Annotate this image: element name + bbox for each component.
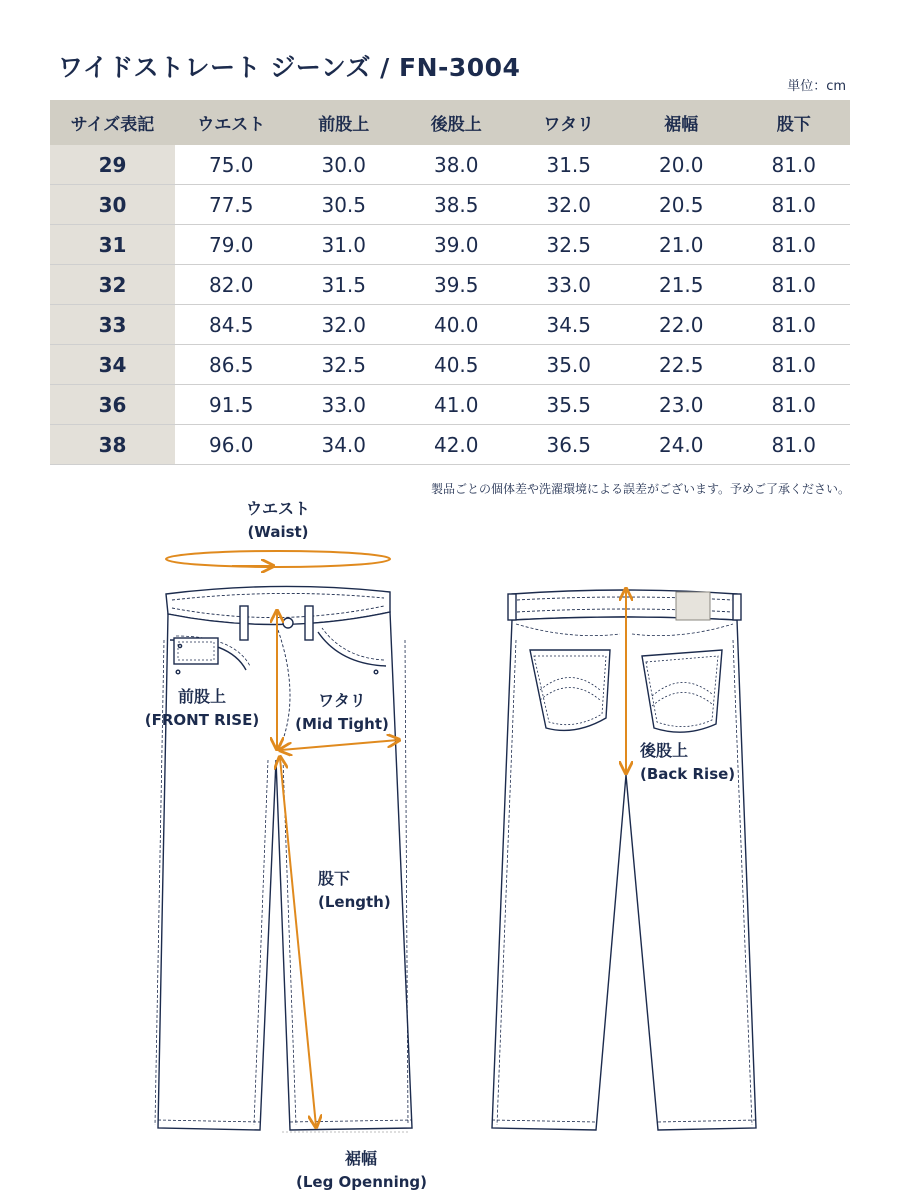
value-cell: 24.0 [625, 425, 738, 465]
unit-label: 単位：cm [787, 79, 846, 94]
header-size: サイズ表記 [50, 100, 175, 145]
size-cell: 36 [50, 385, 175, 425]
size-cell: 30 [50, 185, 175, 225]
label-waist [228, 496, 328, 541]
size-cell: 38 [50, 425, 175, 465]
value-cell: 23.0 [625, 385, 738, 425]
value-cell: 38.5 [400, 185, 513, 225]
value-cell: 82.0 [175, 265, 288, 305]
label-leg-opening-en: (Leg Openning) [296, 1173, 427, 1191]
size-cell: 34 [50, 345, 175, 385]
size-cell: 32 [50, 265, 175, 305]
value-cell: 81.0 [738, 145, 851, 185]
value-cell: 77.5 [175, 185, 288, 225]
label-waist-en: (Waist) [247, 523, 309, 541]
value-cell: 21.0 [625, 225, 738, 265]
value-cell: 39.0 [400, 225, 513, 265]
value-cell: 31.5 [288, 265, 401, 305]
value-cell: 33.0 [513, 265, 626, 305]
value-cell: 81.0 [738, 385, 851, 425]
header-back-rise: 後股上 [400, 100, 513, 145]
label-mid-tight-jp: ワタリ [318, 691, 366, 710]
header-leg-opening: 裾幅 [625, 100, 738, 145]
value-cell: 32.0 [513, 185, 626, 225]
value-cell: 81.0 [738, 265, 851, 305]
value-cell: 22.0 [625, 305, 738, 345]
label-back-rise-jp: 後股上 [640, 741, 689, 760]
front-jeans-illustration [155, 586, 412, 1130]
value-cell: 33.0 [288, 385, 401, 425]
value-cell: 32.5 [288, 345, 401, 385]
label-mid-tight [294, 688, 390, 733]
value-cell: 32.0 [288, 305, 401, 345]
value-cell: 41.0 [400, 385, 513, 425]
value-cell: 31.5 [513, 145, 626, 185]
label-mid-tight-en: (Mid Tight) [295, 715, 389, 733]
value-cell: 81.0 [738, 425, 851, 465]
value-cell: 31.0 [288, 225, 401, 265]
value-cell: 32.5 [513, 225, 626, 265]
value-cell: 81.0 [738, 225, 851, 265]
value-cell: 42.0 [400, 425, 513, 465]
label-front-rise-jp: 前股上 [177, 687, 226, 706]
label-front-rise [142, 684, 262, 729]
size-cell: 33 [50, 305, 175, 345]
value-cell: 96.0 [175, 425, 288, 465]
label-length [318, 866, 391, 911]
header-length: 股下 [738, 100, 851, 145]
label-length-jp: 股下 [318, 869, 351, 888]
page-title: ワイドストレート ジーンズ / FN-3004 [58, 53, 521, 82]
value-cell: 38.0 [400, 145, 513, 185]
label-back-rise [640, 738, 735, 783]
label-waist-jp: ウエスト [245, 499, 310, 518]
back-jeans-illustration [492, 590, 756, 1130]
value-cell: 35.0 [513, 345, 626, 385]
size-cell: 31 [50, 225, 175, 265]
value-cell: 35.5 [513, 385, 626, 425]
value-cell: 20.5 [625, 185, 738, 225]
value-cell: 34.0 [288, 425, 401, 465]
header-front-rise: 前股上 [288, 100, 401, 145]
value-cell: 40.0 [400, 305, 513, 345]
label-leg-opening [296, 1146, 426, 1191]
value-cell: 36.5 [513, 425, 626, 465]
value-cell: 81.0 [738, 305, 851, 345]
value-cell: 86.5 [175, 345, 288, 385]
value-cell: 22.5 [625, 345, 738, 385]
value-cell: 79.0 [175, 225, 288, 265]
value-cell: 75.0 [175, 145, 288, 185]
value-cell: 34.5 [513, 305, 626, 345]
value-cell: 20.0 [625, 145, 738, 185]
label-leg-opening-jp: 裾幅 [344, 1149, 377, 1168]
value-cell: 30.5 [288, 185, 401, 225]
header-mid-tight: ワタリ [513, 100, 626, 145]
value-cell: 30.0 [288, 145, 401, 185]
header-waist: ウエスト [175, 100, 288, 145]
value-cell: 84.5 [175, 305, 288, 345]
value-cell: 39.5 [400, 265, 513, 305]
value-cell: 81.0 [738, 345, 851, 385]
label-back-rise-en: (Back Rise) [640, 765, 736, 783]
value-cell: 91.5 [175, 385, 288, 425]
value-cell: 21.5 [625, 265, 738, 305]
label-front-rise-en: (FRONT RISE) [144, 711, 260, 729]
value-cell: 40.5 [400, 345, 513, 385]
size-cell: 29 [50, 145, 175, 185]
value-cell: 81.0 [738, 185, 851, 225]
waist-measure-ellipse [166, 551, 390, 567]
label-length-en: (Length) [318, 893, 391, 911]
disclaimer-note: 製品ごとの個体差や洗濯環境による誤差がございます。予めご了承ください。 [430, 482, 850, 496]
